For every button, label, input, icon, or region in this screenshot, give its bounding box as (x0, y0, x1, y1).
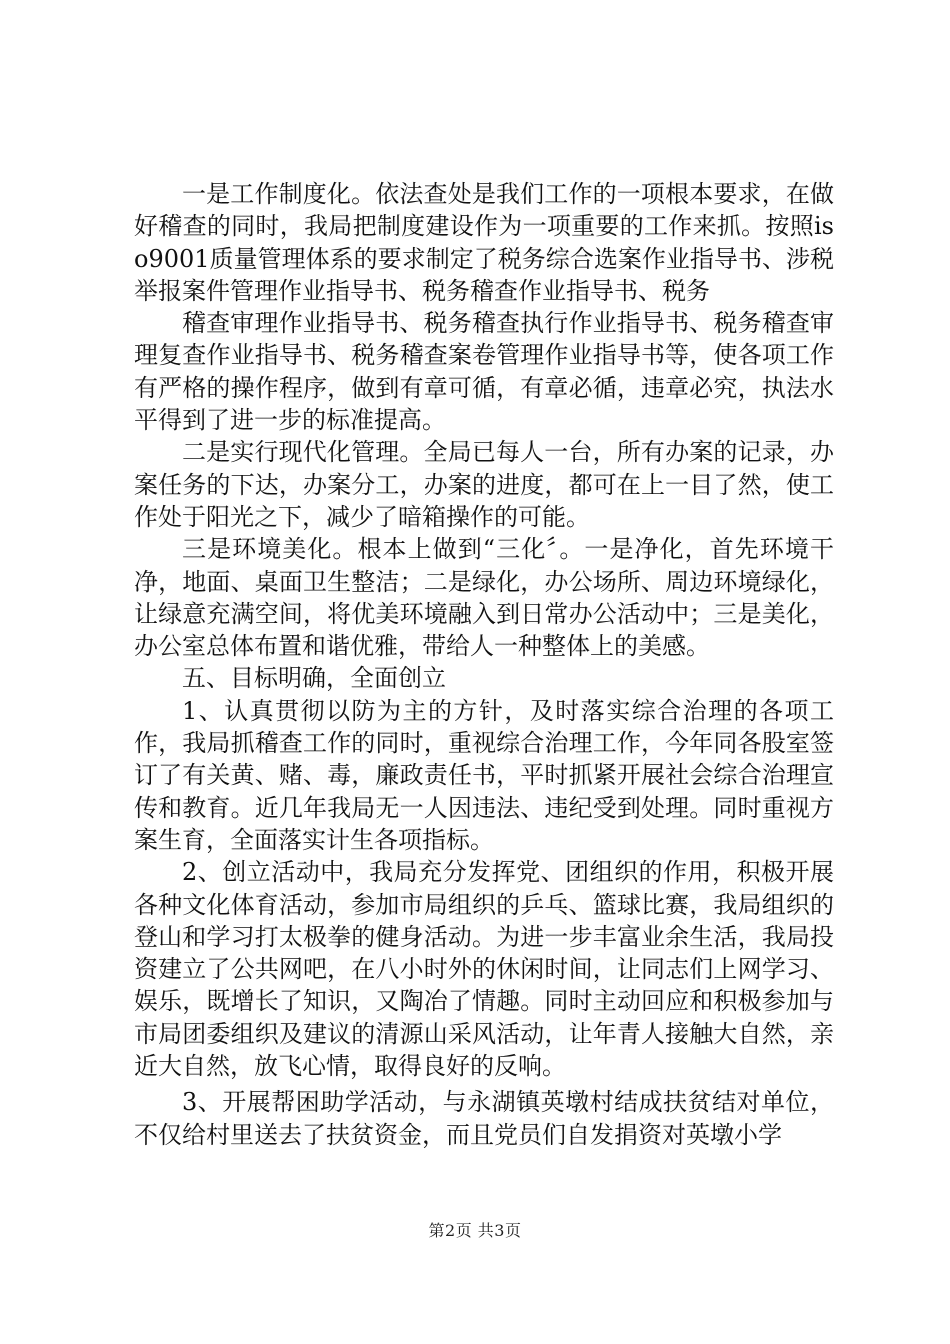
paragraph-modern-management: 二是实行现代化管理。全局已每人一台，所有办案的记录，办案任务的下达，办案分工，办案的进度，都可在上一目了然，使工作处于阳光之下，减少了暗箱操作的可能。 (134, 438, 834, 531)
document-body (134, 178, 834, 1151)
section-heading-goals: 五、目标明确，全面创立 (182, 664, 446, 693)
paragraph-environment-beautification: 三是环境美化。根本上做到“三化〞。一是净化，首先环境干净，地面、桌面卫生整洁；二是绿化，办公场所、周边环境绿化，让绿意充满空间，将优美环境融入到日常办公活动中；三是美化，办公室总体布置和谐优雅，带给人一种整体上的美感。 (134, 535, 834, 661)
paragraph-item-3: 3、开展帮困助学活动，与永湖镇英墩村结成扶贫结对单位，不仅给村里送去了扶贫资金，而且党员们自发捐资对英墩小学 (134, 1088, 834, 1149)
paragraph-work-institutionalization: 一是工作制度化。依法查处是我们工作的一项根本要求，在做好稽查的同时，我局把制度建设作为一项重要的工作来抓。按照iso9001质量管理体系的要求制定了税务综合选案作业指导书、涉税举报案件管理作业指导书、税务稽查作业指导书、税务 (134, 180, 834, 305)
page-number-footer: 第2页 共3页 (428, 1221, 522, 1240)
paragraph-audit-guidelines: 稽查审理作业指导书、税务稽查执行作业指导书、税务稽查审理复查作业指导书、税务稽查案卷管理作业指导书等，使各项工作有严格的操作程序，做到有章可循，有章必循，违章必究，执法水平得到了进一步的标准提高。 (134, 309, 834, 435)
paragraph-item-1: 1、认真贯彻以防为主的方针，及时落实综合治理的各项工作，我局抓稽查工作的同时，重视综合治理工作，今年同各股室签订了有关黄、赌、毒，廉政责任书，平时抓紧开展社会综合治理宣传和教育。近几年我局无一人因违法、违纪受到处理。同时重视方案生育，全面落实计生各项指标。 (134, 696, 834, 854)
paragraph-item-2: 2、创立活动中，我局充分发挥党、团组织的作用，积极开展各种文化体育活动，参加市局组织的乒乓、篮球比赛，我局组织的登山和学习打太极拳的健身活动。为进一步丰富业余生活，我局投资建立了公共网吧，在八小时外的休闲时间，让同志们上网学习、娱乐，既增长了知识，又陶冶了情趣。同时主动回应和积极参加与市局团委组织及建议的清源山采风活动，让年青人接触大自然，亲近大自然，放飞心情，取得良好的反响。 (134, 858, 834, 1081)
